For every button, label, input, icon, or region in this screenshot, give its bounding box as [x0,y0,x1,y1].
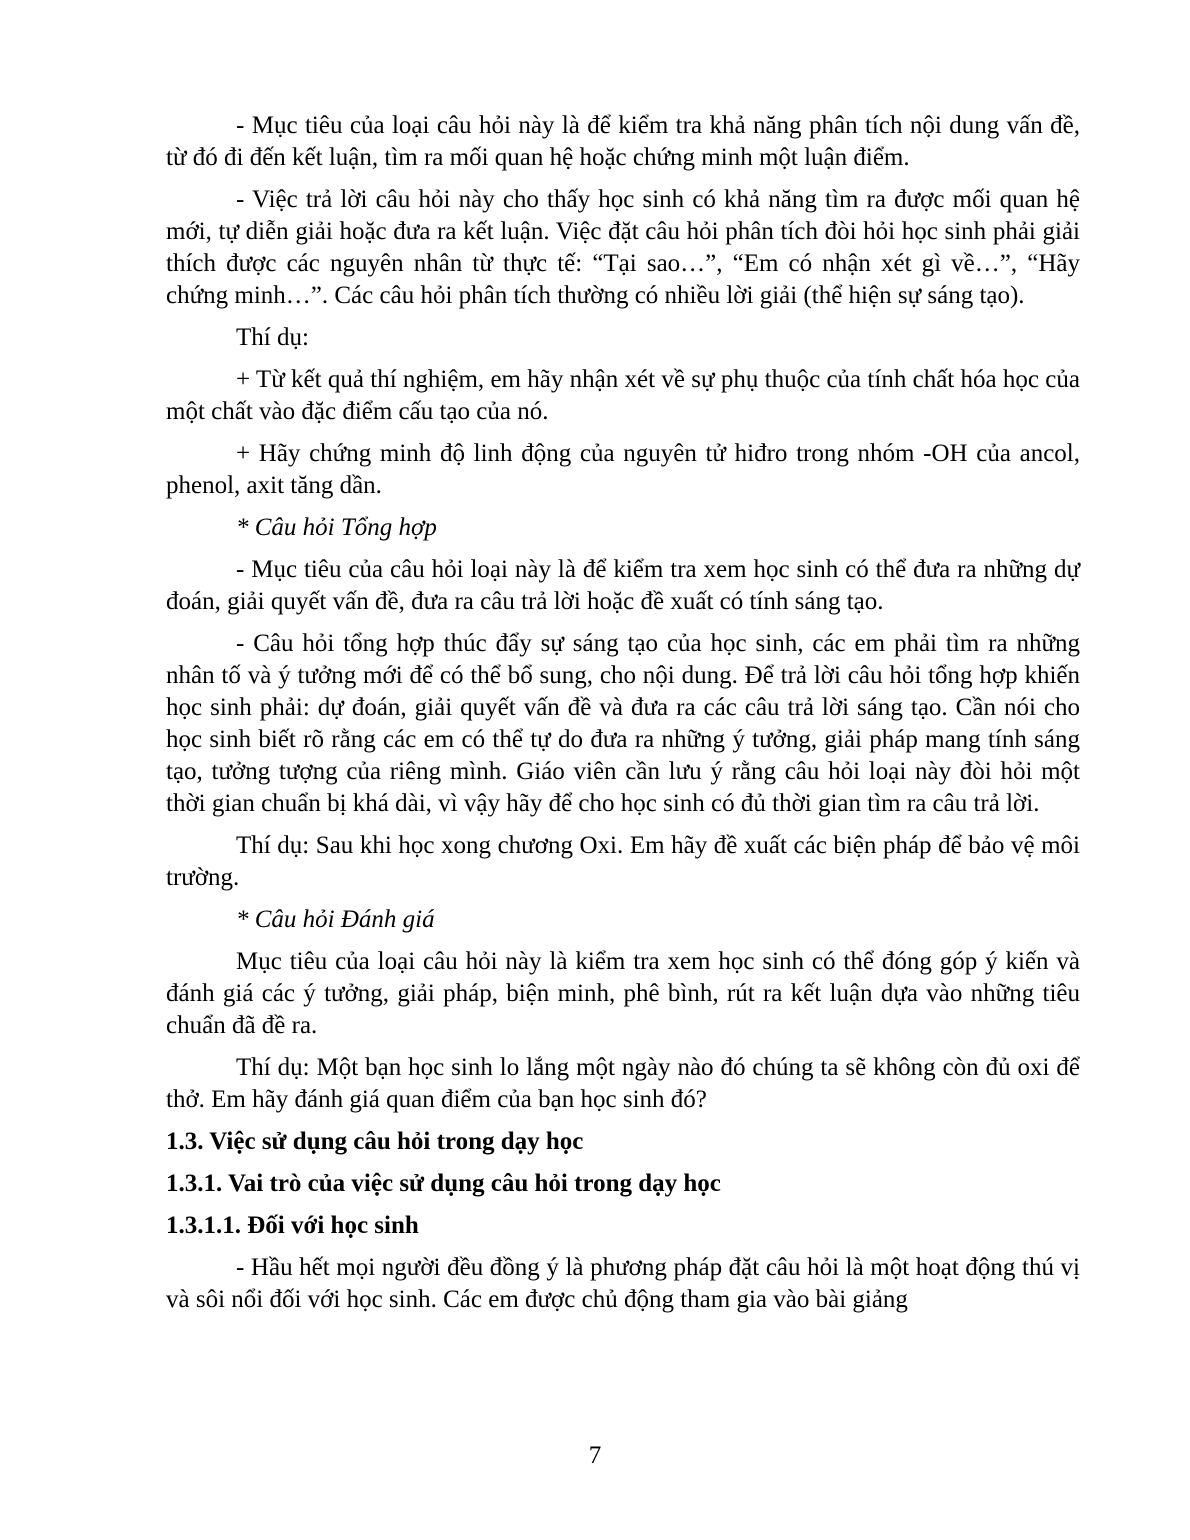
paragraph: Thí dụ: Một bạn học sinh lo lắng một ngày nào đó chúng ta sẽ không còn đủ oxi để thở. Em hãy đánh giá quan điểm của bạn học sinh đó? [166,1054,1080,1113]
paragraph: Mục tiêu của loại câu hỏi này là kiểm tra xem học sinh có thể đóng góp ý kiến và đánh giá các ý tưởng, giải pháp, biện minh, phê bình, rút ra kết luận dựa vào những tiêu chuẩn đã đề ra. [166,948,1080,1039]
paragraph: + Hãy chứng minh độ linh động của nguyên tử hiđro trong nhóm -OH của ancol, phenol, axit tăng dần. [166,440,1080,499]
document-body [166,110,1080,1326]
paragraph: Thí dụ: [236,324,309,351]
paragraph: Thí dụ: Sau khi học xong chương Oxi. Em hãy đề xuất các biện pháp để bảo vệ môi trường. [166,832,1080,891]
section-heading: 1.3. Việc sử dụng câu hỏi trong dạy học [166,1128,584,1155]
paragraph: - Mục tiêu của loại câu hỏi này là để kiểm tra khả năng phân tích nội dung vấn đề, từ đó đi đến kết luận, tìm ra mối quan hệ hoặc chứng minh một luận điểm. [166,112,1080,171]
page-number: 7 [588,1442,602,1469]
paragraph: - Việc trả lời câu hỏi này cho thấy học sinh có khả năng tìm ra được mối quan hệ mới, tự diễn giải hoặc đưa ra kết luận. Việc đặt câu hỏi phân tích đòi hỏi học sinh phải giải thích được các nguyên nhân từ thực tế: “Tại sao…”, “Em có nhận xét gì về…”, “Hãy chứng minh…”. Các câu hỏi phân tích thường có nhiều lời giải (thể hiện sự sáng tạo). [166,186,1080,309]
paragraph: + Từ kết quả thí nghiệm, em hãy nhận xét về sự phụ thuộc của tính chất hóa học của một chất vào đặc điểm cấu tạo của nó. [166,366,1080,425]
paragraph: - Hầu hết mọi người đều đồng ý là phương pháp đặt câu hỏi là một hoạt động thú vị và sôi nổi đối với học sinh. Các em được chủ động tham gia vào bài giảng [166,1254,1080,1313]
section-heading: 1.3.1. Vai trò của việc sử dụng câu hỏi trong dạy học [166,1170,721,1197]
paragraph: - Câu hỏi tổng hợp thúc đẩy sự sáng tạo của học sinh, các em phải tìm ra những nhân tố và ý tưởng mới để có thể bổ sung, cho nội dung. Để trả lời câu hỏi tổng hợp khiến học sinh phải: dự đoán, giải quyết vấn đề và đưa ra các câu trả lời sáng tạo. Cần nói cho học sinh biết rõ rằng các em có thể tự do đưa ra những ý tưởng, giải pháp mang tính sáng tạo, tưởng tượng của riêng mình. Giáo viên cần lưu ý rằng câu hỏi loại này đòi hỏi một thời gian chuẩn bị khá dài, vì vậy hãy để cho học sinh có đủ thời gian tìm ra câu trả lời. [166,630,1080,817]
subheading-evaluation: * Câu hỏi Đánh giá [236,906,435,933]
paragraph: - Mục tiêu của câu hỏi loại này là để kiểm tra xem học sinh có thể đưa ra những dự đoán, giải quyết vấn đề, đưa ra câu trả lời hoặc đề xuất có tính sáng tạo. [166,556,1080,615]
section-heading: 1.3.1.1. Đối với học sinh [166,1212,419,1239]
subheading-synthesis: * Câu hỏi Tổng hợp [236,514,437,541]
